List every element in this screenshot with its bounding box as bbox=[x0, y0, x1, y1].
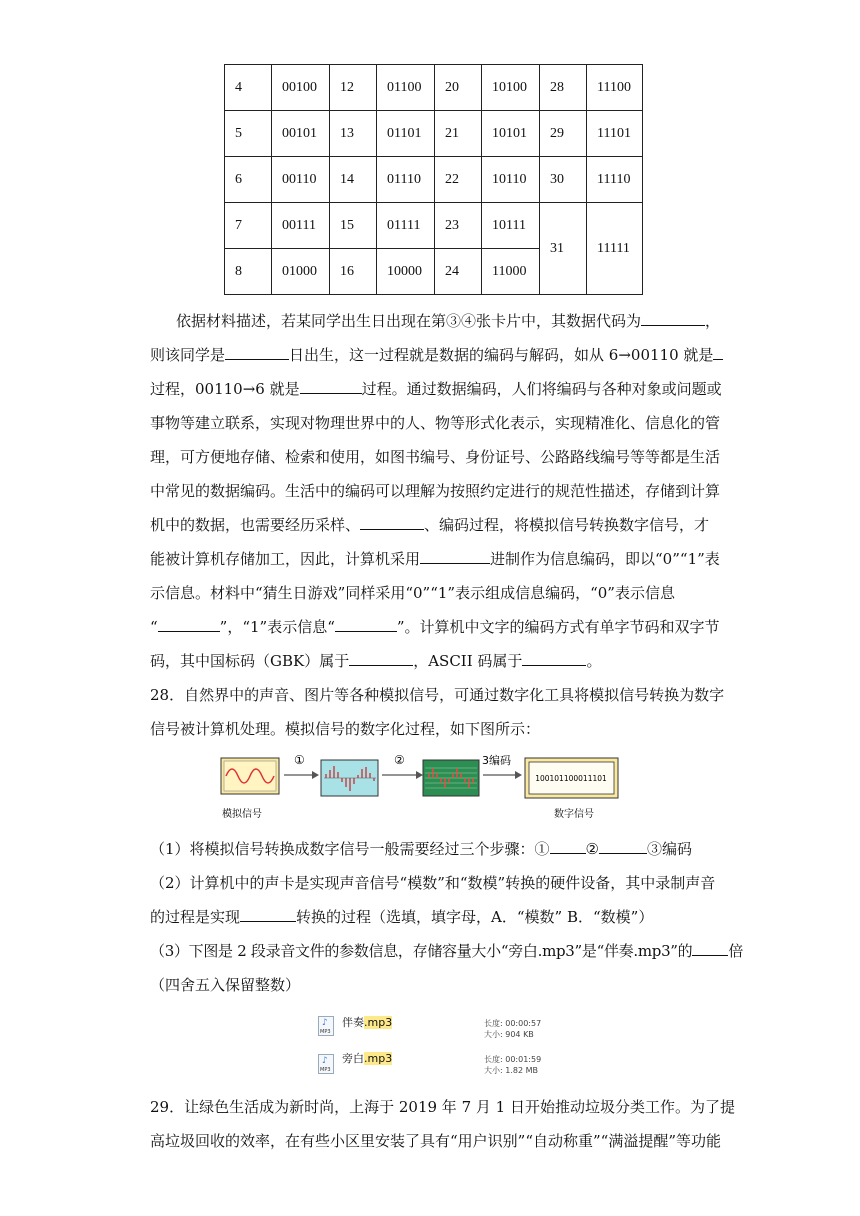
arrow-step-2 bbox=[382, 771, 423, 779]
answer-blank[interactable] bbox=[240, 907, 296, 922]
table-cell: 22 bbox=[435, 157, 482, 203]
table-cell: 6 bbox=[225, 157, 272, 203]
table-row bbox=[225, 111, 643, 157]
answer-blank[interactable] bbox=[550, 839, 586, 854]
mp3-icon-label: MP3 bbox=[320, 1067, 331, 1073]
text: 日出生，这一过程就是数据的编码与解码，如从 6→00110 就是 bbox=[289, 346, 714, 364]
table-cell: 12 bbox=[330, 65, 377, 111]
text: “ bbox=[150, 618, 158, 636]
answer-blank[interactable] bbox=[158, 617, 220, 632]
digitization-diagram-svg bbox=[220, 748, 620, 828]
answer-blank[interactable] bbox=[360, 515, 424, 530]
question-29-line: 29．让绿色生活成为新时尚，上海于 2019 年 7 月 1 日开始推动垃圾分类工作。为了提 bbox=[150, 1098, 735, 1116]
length-value: 00:00:57 bbox=[505, 1019, 542, 1028]
file-meta bbox=[484, 1018, 541, 1040]
quantization-box bbox=[423, 760, 479, 796]
binary-code-table bbox=[224, 64, 643, 295]
table-cell: 29 bbox=[540, 111, 587, 157]
digitization-diagram bbox=[220, 748, 620, 828]
text: 能被计算机存储加工，因此，计算机采用 bbox=[150, 550, 421, 568]
subquestion-2: （2）计算机中的声卡是实现声音信号“模数”和“数模”转换的硬件设备，其中录制声音 bbox=[150, 874, 716, 892]
answer-blank[interactable] bbox=[713, 345, 723, 360]
table-row bbox=[225, 203, 643, 249]
subquestion-3 bbox=[150, 940, 743, 961]
length-label: 长度: bbox=[484, 1019, 503, 1028]
text-line: 中常见的数据编码。生活中的编码可以理解为按照约定进行的规范性描述，存储到计算 bbox=[150, 482, 721, 500]
table-cell: 01100 bbox=[377, 65, 435, 111]
table-cell: 24 bbox=[435, 249, 482, 295]
text: 过程，00110→6 就是 bbox=[150, 380, 300, 398]
arrow-step-3 bbox=[483, 771, 522, 779]
text: 过程。通过数据编码，人们将编码与各种对象或问题或 bbox=[361, 380, 722, 398]
table-cell: 00100 bbox=[272, 65, 330, 111]
text-line bbox=[150, 344, 723, 365]
text: 机中的数据，也需要经历采样、 bbox=[150, 516, 361, 534]
table-cell: 11100 bbox=[587, 65, 643, 111]
table-cell: 00101 bbox=[272, 111, 330, 157]
text: 进制作为信息编码，即以“0”“1”表 bbox=[490, 550, 720, 568]
table-row bbox=[225, 65, 643, 111]
text: （1）将模拟信号转换成数字信号一般需要经过三个步骤：① bbox=[150, 840, 550, 858]
music-note-icon: ♪ bbox=[322, 1056, 328, 1066]
answer-blank[interactable] bbox=[225, 345, 289, 360]
text-line bbox=[176, 310, 720, 331]
text: 则该同学是 bbox=[150, 346, 226, 364]
binary-output-text: 100101100011101 bbox=[535, 774, 607, 783]
table-cell: 01110 bbox=[377, 157, 435, 203]
text: ”。计算机中文字的编码方式有单字节码和双字节 bbox=[396, 618, 720, 636]
music-note-icon: ♪ bbox=[322, 1018, 328, 1028]
table-cell: 15 bbox=[330, 203, 377, 249]
text-line: 理，可方便地存储、检索和使用，如图书编号、身份证号、公路路线编号等等都是生活 bbox=[150, 448, 721, 466]
answer-blank[interactable] bbox=[300, 379, 362, 394]
text: 的过程是实现 bbox=[150, 908, 241, 926]
size-value: 1.82 MB bbox=[505, 1066, 538, 1075]
text: ， bbox=[705, 312, 721, 330]
answer-blank[interactable] bbox=[692, 941, 728, 956]
subquestion-3-cont: （四舍五入保留整数） bbox=[150, 976, 301, 994]
table-cell: 10000 bbox=[377, 249, 435, 295]
question-29-line: 高垃圾回收的效率，在有些小区里安装了具有“用户识别”“自动称重”“满溢提醒”等功能 bbox=[150, 1132, 722, 1150]
table-cell: 10110 bbox=[482, 157, 540, 203]
text: ”，“1”表示信息“ bbox=[219, 618, 335, 636]
file-name bbox=[342, 1050, 392, 1066]
subquestion-1 bbox=[150, 838, 692, 859]
text: ③编码 bbox=[647, 840, 693, 858]
answer-blank[interactable] bbox=[420, 549, 490, 564]
table-cell: 5 bbox=[225, 111, 272, 157]
text-line bbox=[150, 378, 722, 399]
length-value: 00:01:59 bbox=[505, 1055, 542, 1064]
analog-signal-box bbox=[221, 758, 279, 794]
answer-blank[interactable] bbox=[349, 651, 413, 666]
text: 转换的过程（选填，填字母，A．“模数” B．“数模”） bbox=[296, 908, 654, 926]
table-cell: 10100 bbox=[482, 65, 540, 111]
table-cell: 01111 bbox=[377, 203, 435, 249]
analog-caption: 模拟信号 bbox=[222, 809, 262, 820]
answer-blank[interactable] bbox=[522, 651, 586, 666]
file-ext: .mp3 bbox=[364, 1052, 393, 1065]
table-cell: 01000 bbox=[272, 249, 330, 295]
answer-blank[interactable] bbox=[641, 311, 705, 326]
step-3-label: 3编码 bbox=[482, 754, 511, 767]
table-cell: 20 bbox=[435, 65, 482, 111]
step-2-label: ② bbox=[394, 753, 405, 767]
table-cell: 10101 bbox=[482, 111, 540, 157]
arrow-step-1 bbox=[284, 771, 319, 779]
file-name-base: 旁白 bbox=[342, 1052, 364, 1065]
size-label: 大小: bbox=[484, 1030, 503, 1039]
mp3-file-icon bbox=[318, 1016, 334, 1036]
digital-caption: 数字信号 bbox=[554, 809, 594, 820]
text: 倍 bbox=[728, 942, 744, 960]
table-cell: 10111 bbox=[482, 203, 540, 249]
text: 码，其中国标码（GBK）属于 bbox=[150, 652, 350, 670]
table-cell: 11000 bbox=[482, 249, 540, 295]
table-cell-merged: 31 bbox=[540, 203, 587, 295]
answer-blank[interactable] bbox=[335, 617, 397, 632]
size-label: 大小: bbox=[484, 1066, 503, 1075]
text: 依据材料描述，若某同学出生日出现在第③④张卡片中，其数据代码为 bbox=[176, 312, 642, 330]
table-cell: 11110 bbox=[587, 157, 643, 203]
text-line: 事物等建立联系，实现对物理世界中的人、物等形式化表示，实现精准化、信息化的管 bbox=[150, 414, 721, 432]
mp3-icon-label: MP3 bbox=[320, 1029, 331, 1035]
table-cell: 14 bbox=[330, 157, 377, 203]
table-cell-merged: 11111 bbox=[587, 203, 643, 295]
table-cell: 8 bbox=[225, 249, 272, 295]
text: 。 bbox=[586, 652, 602, 670]
step-1-label: ① bbox=[294, 753, 305, 767]
table-cell: 00110 bbox=[272, 157, 330, 203]
text: ② bbox=[585, 840, 599, 858]
table-cell: 11101 bbox=[587, 111, 643, 157]
subquestion-2-cont bbox=[150, 906, 653, 927]
text: （3）下图是 2 段录音文件的参数信息，存储容量大小“旁白.mp3”是“伴奏.mp3”的 bbox=[150, 942, 693, 960]
text: 、编码过程，将模拟信号转换数字信号，才 bbox=[424, 516, 710, 534]
file-ext: .mp3 bbox=[364, 1016, 393, 1029]
question-28-line: 信号被计算机处理。模拟信号的数字化过程，如下图所示： bbox=[150, 720, 541, 738]
text-line bbox=[150, 650, 601, 671]
sampling-box bbox=[321, 760, 378, 796]
text-line: 示信息。材料中“猜生日游戏”同样采用“0”“1”表示组成信息编码，“0”表示信息 bbox=[150, 584, 675, 602]
table-row bbox=[225, 157, 643, 203]
file-name-base: 伴奏 bbox=[342, 1016, 364, 1029]
text: ，ASCII 码属于 bbox=[413, 652, 523, 670]
table-cell: 7 bbox=[225, 203, 272, 249]
text-line bbox=[150, 514, 709, 535]
text-line bbox=[150, 616, 720, 637]
audio-file-info bbox=[312, 1010, 562, 1080]
size-value: 904 KB bbox=[505, 1030, 534, 1039]
table-cell: 23 bbox=[435, 203, 482, 249]
table-cell: 16 bbox=[330, 249, 377, 295]
answer-blank[interactable] bbox=[599, 839, 647, 854]
table-cell: 28 bbox=[540, 65, 587, 111]
file-name bbox=[342, 1014, 392, 1030]
mp3-file-icon bbox=[318, 1054, 334, 1074]
file-meta bbox=[484, 1054, 541, 1076]
table-cell: 4 bbox=[225, 65, 272, 111]
table-cell: 30 bbox=[540, 157, 587, 203]
table-cell: 01101 bbox=[377, 111, 435, 157]
length-label: 长度: bbox=[484, 1055, 503, 1064]
table-cell: 21 bbox=[435, 111, 482, 157]
text-line bbox=[150, 548, 720, 569]
table-cell: 00111 bbox=[272, 203, 330, 249]
question-28-line: 28．自然界中的声音、图片等各种模拟信号，可通过数字化工具将模拟信号转换为数字 bbox=[150, 686, 725, 704]
table-cell: 13 bbox=[330, 111, 377, 157]
